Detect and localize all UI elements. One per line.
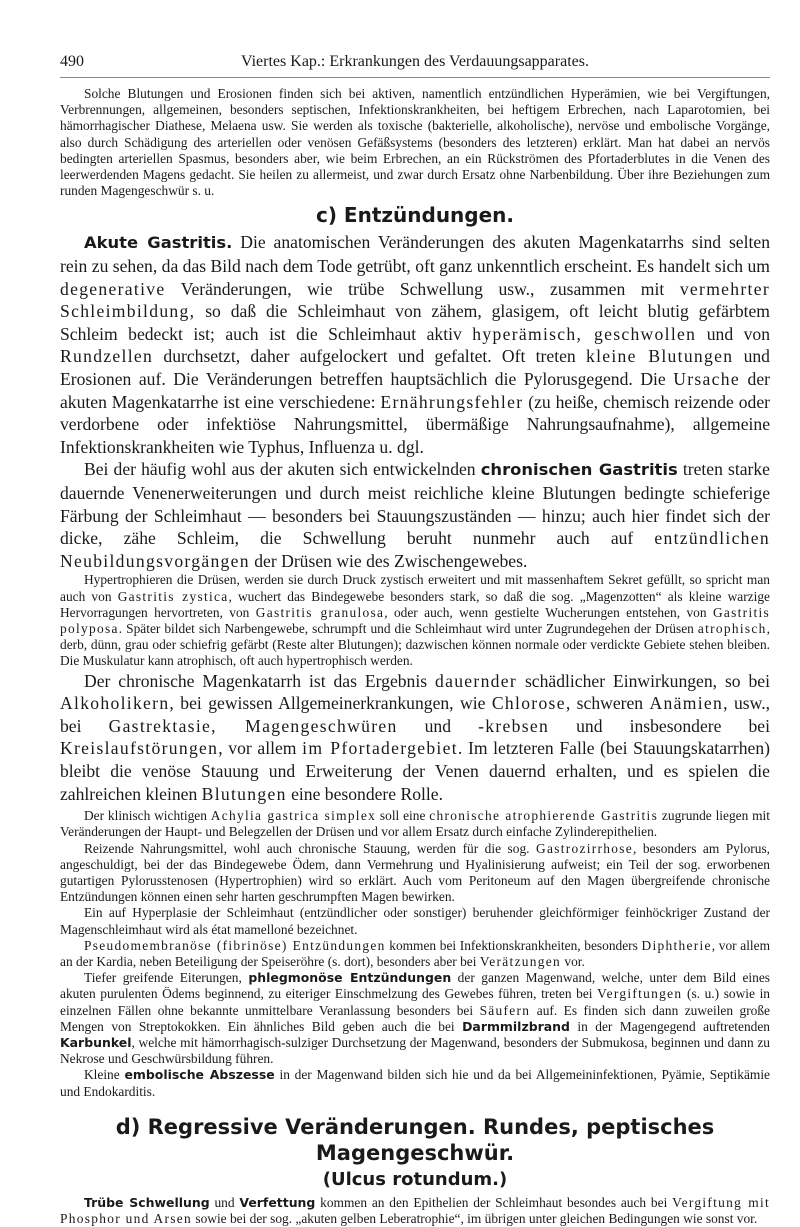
term-akute-gastritis: Akute Gastritis. — [84, 233, 233, 253]
term-darmmilzbrand: Darmmilzbrand — [462, 1018, 570, 1034]
term-verfettung: Verfettung — [239, 1194, 316, 1210]
paragraph-blutungen: Solche Blutungen und Erosionen finden sich bei aktiven, namentlich entzündlichen Hyperämien, wie bei Vergiftungen, Verbrennungen, allgemeinen, besonders septischen, Infektionskrankheiten, bei heftigem Erbrechen, nach Laparotomien, bei hämorrhagischer Diathese, Melaena usw. Sie werden als toxische (bakterielle, alkoholische), nervöse und embolische Vorgänge, also durch Schädigung des arteriellen oder venösen Gefäßsystems (besonders des letzteren) erklärt. Man hat dabei an nervös bedingten arteriellen Spasmus, besonders aber, wie beim Erbrechen, an ein Rückströmen des Pfortaderblutes in die Venen des leerwerdenden Magens gedacht. Sie heilen zu allermeist, und zwar durch Ersatz ohne Narbenbildung. Über ihre Beziehungen zum runden Magengeschwür s. u. — [60, 86, 770, 199]
paragraph-pseudomembranoese: Pseudomembranöse (fibrinöse) Entzündungen kommen bei Infektionskrankheiten, besonders Diphtherie, vor allem an der Kardia, neben Beteiligung der Speiseröhre (s. dort), besonders aber bei Verätzungen vor. — [60, 937, 771, 969]
page-number: 490 — [60, 53, 84, 70]
paragraph-truebe-schwellung: Trübe Schwellung und Verfettung kommen an den Epithelien der Schleimhaut besondes auch bei Vergiftung mit Phosphor und Arsen sowie bei der sog. „akuten gelben Leberatrophie“, im übrigen unter gleichen Bedingungen wie sonst vor. — [60, 1194, 771, 1226]
paragraph-etat-mamellone: Ein auf Hyperplasie der Schleimhaut (entzündlicher oder sonstiger) beruhender gleichförmiger feinhöckriger Zustand der Magenschleimhaut wird als état mamelloné bezeichnet. — [60, 905, 770, 937]
running-head — [60, 53, 770, 73]
section-heading-c: c) Entzündungen. — [315, 203, 515, 228]
paragraph-abszesse: Kleine embolische Abszesse in der Magenwand bilden sich hie und da bei Allgemeininfektionen, Pyämie, Septikämie und Endokarditis. — [60, 1067, 770, 1099]
term-embolische-abszesse: embolische Abszesse — [124, 1067, 275, 1083]
book-page — [60, 0, 771, 1226]
page-body — [60, 86, 770, 1227]
term-phlegmonoese: phlegmonöse Entzündungen — [248, 970, 452, 986]
term-chronische-gastritis: chronischen Gastritis — [480, 460, 678, 480]
paragraph-chronische-gastritis: Bei der häufig wohl aus der akuten sich entwickelnden chronischen Gastritis treten starke dauernde Venenerweiterungen und durch meist reichliche kleine Blutungen bedingte schieferige Färbung der Schleimhaut — besonders bei Stauungszuständen — hinzu; auch hier findet sich der dicke, zähe Schleim, die Schwellung beruht nunmehr auch auf entzündlichen Neubildungsvorgängen der Drüsen wie des Zwischengewebes. — [60, 459, 770, 571]
paragraph-hypertrophie: Hypertrophieren die Drüsen, werden sie durch Druck zystisch erweitert und mit massenhaftem Sekret gefüllt, so spricht man auch von Gastritis zystica, wuchert das Bindegewebe besonders stark, so daß die sog. „Magenzotten“ als kleine warzige Hervorragungen hervortreten, von Gastritis granulosa, oder auch, wenn gestielte Wucherungen entstehen, von Gastritis polyposa. Später bildet sich Narbengewebe, schrumpft und die Schleimhaut wird unter Zugrundegehen der Drüsen atrophisch, derb, dünn, grau oder schiefrig gefärbt (Reste alter Blutungen); dazwischen können normale oder verdickte Gebiete stehen bleiben. Die Muskulatur kann atrophisch, oft auch hypertrophisch werden. — [60, 572, 771, 669]
paragraph-gastrozirrhose: Reizende Nahrungsmittel, wohl auch chronische Stauung, werden für die sog. Gastrozirrhose, besonders am Pylorus, angeschuldigt, bei der das Bindegewebe Ödem, dann Vermehrung und Hyalinisierung aufweist; ein Teil der sog. erworbenen gutartigen Pylorusstenosen (Hypertrophien) wird so erklärt. Auch vom Peritoneum auf den Magen übergreifende chronische Entzündungen können einen sehr harten geschrumpften Magen bewirken. — [60, 840, 771, 905]
header-rule — [60, 77, 770, 78]
term-truebe-schwellung: Trübe Schwellung — [84, 1194, 210, 1210]
term-karbunkel: Karbunkel — [60, 1034, 132, 1050]
paragraph-phlegmonoese: Tiefer greifende Eiterungen, phlegmonöse Entzündungen der ganzen Magenwand, welche, unter dem Bild eines akuten purulenten Ödems beginnend, zu eiteriger Einschmelzung des Gewebes führen, treten bei Vergiftungen (s. u.) sowie in einzelnen Fällen ohne bekannte unmittelbare Veranlassung besonders bei Säufern auf. Es finden sich dann zuweilen große Mengen von Streptokokken. Ein ähnliches Bild geben auch die bei Darmmilzbrand in der Magengegend auftretenden Karbunkel, welche mit hämorrhagisch-sulziger Durchsetzung der Magenwand, besonders der Submukosa, beginnen und dann zu Nekrose und Geschwürsbildung führen. — [60, 970, 771, 1067]
paragraph-akute-gastritis: Akute Gastritis. Die anatomischen Veränderungen des akuten Magenkatarrhs sind selten rein zu sehen, da das Bild nach dem Tode getrübt, oft ganz unkenntlich erscheint. Es handelt sich um degenerative Veränderungen, wie trübe Schwellung usw., zusammen mit vermehrter Schleimbildung, so daß die Schleimhaut von zähem, glasigem, oft leicht blutig gefärbtem Schleim bedeckt ist; auch ist die Schleimhaut aktiv hyperämisch, geschwollen und von Rundzellen durchsetzt, daher aufgelockert und gefaltet. Oft treten kleine Blutungen und Erosionen auf. Die Veränderungen betreffen hauptsächlich die Pylorusgegend. Die Ursache der akuten Magenkatarrhe ist eine verschiedene: Ernährungsfehler (zu heiße, chemisch reizende oder verdorbene oder infektiöse Nahrungsmittel, übermäßige Nahrungsaufnahme), allgemeine Infektionskrankheiten wie Typhus, Influenza u. dgl. — [60, 232, 771, 457]
paragraph-magenkatarrh: Der chronische Magenkatarrh ist das Ergebnis dauernder schädlicher Einwirkungen, so bei Alkoholikern, bei gewissen Allgemeinerkrankungen, wie Chlorose, schweren Anämien, usw., bei Gastrektasie, Magengeschwüren und -krebsen und insbesondere bei Kreislaufstörungen, vor allem im Pfortadergebiet. Im letzteren Falle (bei Stauungskatarrhen) bleibt die venöse Stauung und Erweiterung der Venen dauernd erhalten, und es spielen die zahlreichen kleinen Blutungen eine besondere Rolle. — [60, 670, 770, 804]
paragraph-achylia: Der klinisch wichtigen Achylia gastrica simplex soll eine chronische atrophierende Gastritis zugrunde liegen mit Veränderungen der Haupt- und Belegzellen der Drüsen und vor allem Ersatz durch einfache Zylinderepithelien. — [60, 808, 770, 840]
section-heading-d: d) Regressive Veränderungen. Rundes, peptisches Magengeschwür. — [115, 1114, 715, 1165]
running-title: Viertes Kap.: Erkrankungen des Verdauungsapparates. — [241, 53, 589, 70]
section-subheading-d: (Ulcus rotundum.) — [322, 1168, 508, 1190]
